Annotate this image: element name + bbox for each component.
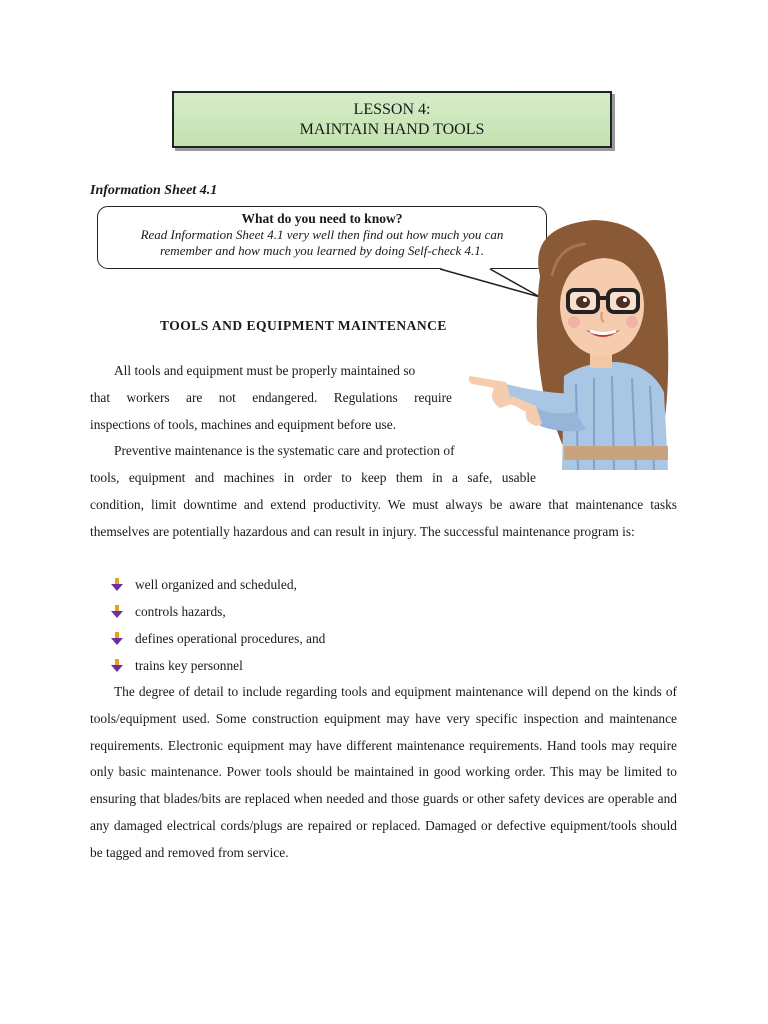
section-title: TOOLS AND EQUIPMENT MAINTENANCE xyxy=(160,318,447,333)
paragraph-2-line-1: Preventive maintenance is the systematic care and protection of xyxy=(114,443,455,458)
bubble-question: What do you need to know? xyxy=(241,211,403,226)
maintenance-program-list xyxy=(110,571,325,679)
list-item xyxy=(110,625,325,652)
list-item-text: well organized and scheduled, xyxy=(135,577,297,592)
lesson-number: LESSON 4: xyxy=(353,101,431,118)
down-arrow-bullet-icon xyxy=(110,632,124,646)
paragraph-1-line-3: inspections of tools, machines and equipment before use. xyxy=(90,417,397,432)
paragraph-2-rest: condition, limit downtime and extend productivity. We must always be aware that maintenance tasks themselves are potentially hazardous and can result in injury. The successful maintenance program is: xyxy=(90,497,677,539)
list-item-text: controls hazards, xyxy=(135,604,226,619)
lesson-title-box xyxy=(172,91,612,148)
paragraph-1-line-2: that workers are not endangered. Regulations require xyxy=(90,390,452,405)
lesson-title: MAINTAIN HAND TOOLS xyxy=(299,121,485,138)
list-item-text: trains key personnel xyxy=(135,658,243,673)
information-sheet-label: Information Sheet 4.1 xyxy=(90,183,218,198)
paragraph-2-line-2: tools, equipment and machines in order to keep them in a safe, usable xyxy=(90,470,536,485)
bubble-instruction-line-2: remember and how much you learned by doing Self-check 4.1. xyxy=(159,243,485,258)
teacher-cartoon-illustration xyxy=(466,216,678,470)
paragraph-1-line-1: All tools and equipment must be properly maintained so xyxy=(114,363,416,378)
list-item xyxy=(110,652,325,679)
paragraph-3: The degree of detail to include regarding tools and equipment maintenance will depend on the kinds of tools/equipment used. Some construction equipment may have very specific inspection and maintenance requirements. Electronic equipment may have different maintenance requirements. Hand tools may require only basic maintenance. Power tools should be maintained in good working order. This may be limited to ensuring that blades/bits are replaced when needed and those guards or other safety devices are operable and any damaged electrical cords/plugs are repaired or replaced. Damaged or defective equipment/tools should be tagged and removed from service. xyxy=(90,684,677,860)
down-arrow-bullet-icon xyxy=(110,605,124,619)
bubble-instruction-line-1: Read Information Sheet 4.1 very well then find out how much you can xyxy=(140,227,504,242)
list-item xyxy=(110,598,325,625)
down-arrow-bullet-icon xyxy=(110,659,124,673)
down-arrow-bullet-icon xyxy=(110,578,124,592)
list-item xyxy=(110,571,325,598)
list-item-text: defines operational procedures, and xyxy=(135,631,326,646)
